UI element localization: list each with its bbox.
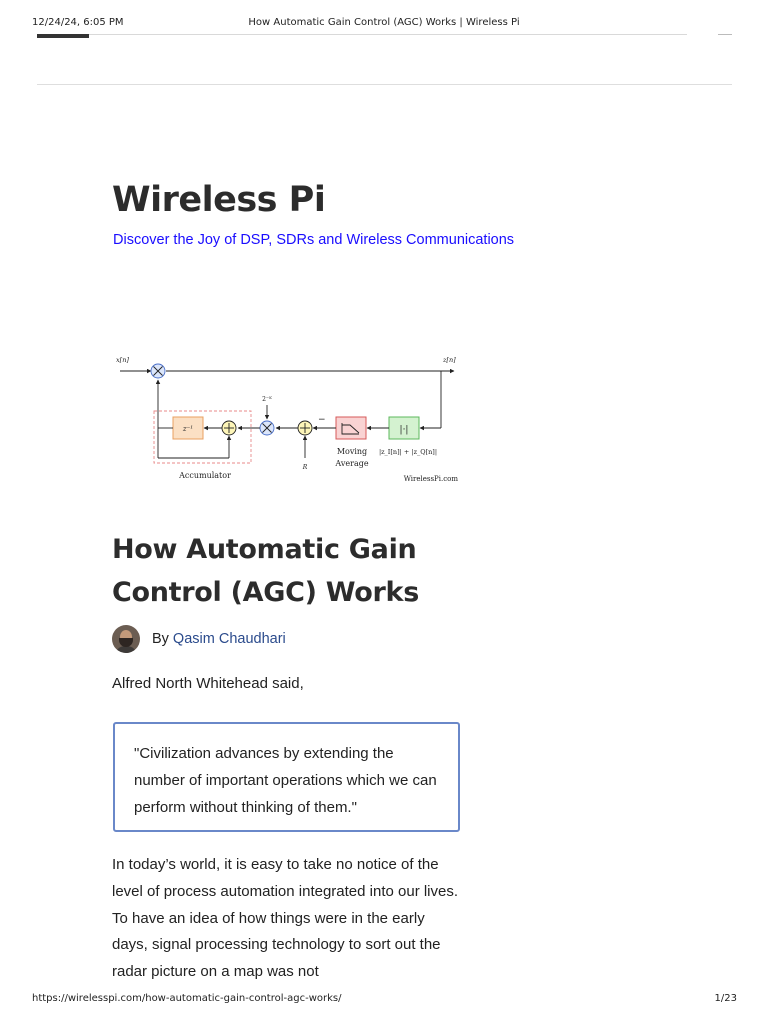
moving-average-block <box>336 417 366 439</box>
print-url: https://wirelesspi.com/how-automatic-gain-control-agc-works/ <box>32 993 342 1004</box>
moving-average-label-1: Moving <box>336 447 368 456</box>
site-title[interactable]: Wireless Pi <box>112 180 326 220</box>
input-label: x[n] <box>116 356 129 364</box>
article-title: How Automatic Gain Control (AGC) Works <box>112 534 419 608</box>
header-divider <box>37 34 687 35</box>
diagram-watermark: WirelessPi.com <box>403 475 458 483</box>
site-tagline: Discover the Joy of DSP, SDRs and Wireless Communications <box>113 232 515 248</box>
print-doc-title: How Automatic Gain Control (AGC) Works | Wireless Pi <box>248 17 520 28</box>
header-accent-bar <box>37 34 89 38</box>
magnitude-block-label: |·| <box>399 425 409 435</box>
nav-divider <box>37 84 732 85</box>
header-tick <box>718 34 732 35</box>
reference-label: R <box>302 464 308 471</box>
body-paragraph: In today’s world, it is easy to take no notice of the level of process automation integrated into our lives. To have an idea of how things were in the early days, signal processing technology to sort out the radar picture on a map was not <box>112 856 459 981</box>
agc-block-diagram <box>110 350 466 488</box>
moving-average-label-2: Average <box>335 459 369 468</box>
byline <box>112 625 286 653</box>
accumulator-label: Accumulator <box>179 471 231 480</box>
author-avatar[interactable] <box>112 625 140 653</box>
minus-sign: − <box>318 415 326 425</box>
byline-prefix: By <box>152 631 169 647</box>
intro-paragraph: Alfred North Whitehead said, <box>112 675 304 692</box>
print-page-number: 1/23 <box>714 993 737 1004</box>
print-datetime: 12/24/24, 6:05 PM <box>32 17 124 28</box>
step-label: 2⁻ᴷ <box>262 396 272 403</box>
quote-block: "Civilization advances by extending the number of important operations which we can perform without thinking of them." <box>113 722 460 832</box>
output-label: z[n] <box>443 356 456 364</box>
author-link[interactable]: Qasim Chaudhari <box>172 631 286 647</box>
magnitude-formula: |z_I[n]| + |z_Q[n]| <box>378 448 438 456</box>
delay-block-label: z⁻¹ <box>182 425 194 433</box>
print-header <box>0 17 768 31</box>
